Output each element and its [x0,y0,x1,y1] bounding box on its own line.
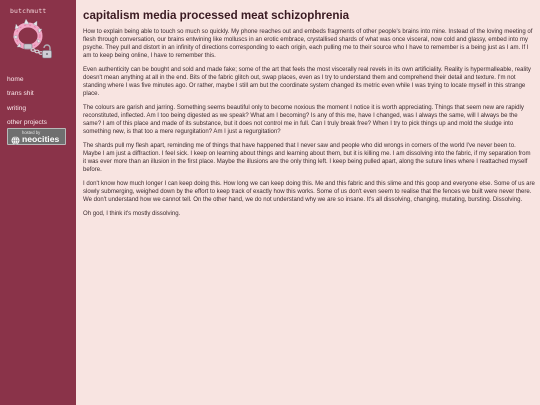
collar-logo-icon[interactable] [8,16,52,60]
paragraph: The colours are garish and jarring. Something seems beautiful only to become noxious the moment I notice it is worth appreciating. Things that seem new are rapidly reconstituted, inflected. Am I too being digested as we speak? What am I becoming? Is any of this me, have I changed, was I always the same, will I always be the same? I am of this place and made of its substance, but it does not control me in full. Can I truly break free? When I try to pick things up and mold the sludge into something new, is that too a mere regurgitation? Am I just a regurgitation? [83,104,524,135]
nav-link-writing[interactable]: writing [7,104,27,112]
main-content [83,9,535,225]
globe-icon [11,132,20,141]
nav-item-other-projects [7,113,47,127]
paragraph: Oh god, I think it's mostly dissolving. [83,210,181,217]
badge-hosted-by-text: hosted by [22,130,41,135]
sidebar [0,0,76,405]
article-body [83,29,535,219]
nav-item-trans-shit [7,84,47,98]
paragraph: I don't know how much longer I can keep doing this. How long we can keep doing this. Me and this fabric and this slime and this goop and everyone else. Some of us are slowly submerging, weighed down by the effort to keep track of exactly how this works. Some of us don't even seem to realise that the fences we built were never there. We don't understand how we cannot tell. On the other hand, we do not understand why we are so insane. It's all dissolving, changing, mutating, bursting. Dissolving. [83,180,535,203]
nav-link-home[interactable]: home [7,76,24,83]
nav-item-home [7,70,47,84]
nav-link-other-projects[interactable]: other projects [7,118,47,126]
nav-link-trans-shit[interactable]: trans shit [7,90,34,98]
badge-neocities-text: neocities [22,134,60,144]
nav-item-writing [7,99,47,113]
paragraph: Even authenticity can be bought and sold and made fake; some of the art that feels the most viscerally real revels in its own artificiality. Reality is hypermalleable, reality doesn't mean anything at all in the end. Bits of the fabric glitch out, swap places, even as I try to understand them and comprehend their detail and texture. I'm not standing where I was five minutes ago. Or rather, maybe I still am but the coordinate system changed its metric even while I was trying to locate myself in this strange place. [83,66,531,97]
page-title: capitalism media processed meat schizophrenia [83,9,350,22]
paragraph: How to explain being able to touch so much so quickly. My phone reaches out and embeds fragments of other people's brains into mine. Instead of the loving meeting of flesh through conversation, our brains entwining like molluscs in an erotic embrace, crystallised shards of what was once visceral, now cold and glassy, embed into my psyche. They pull and distort in an infinity of directions corresponding to each origin, each pulling me to their source who I have to remember is a being just as I am. If I am to keep being online, I have to remember this. [83,29,533,59]
paragraph: The shards pull my flesh apart, reminding me of things that have happened that I never saw and people who did wrongs in corners of the world I've never been to. Maybe I am just a diffraction. I feel sick. I keep on learning about things and learning about them, but it is killing me. I am dissolving into the fabric, if my separation from it was ever more than an illusion in the first place. Maybe the illusions are the only thing left. I keep being pulled apart, along the suture lines where I reattached myself before. [83,142,531,173]
sidebar-nav [7,70,47,127]
site-name: butchmutt [10,7,47,15]
neocities-badge[interactable] [7,128,66,145]
